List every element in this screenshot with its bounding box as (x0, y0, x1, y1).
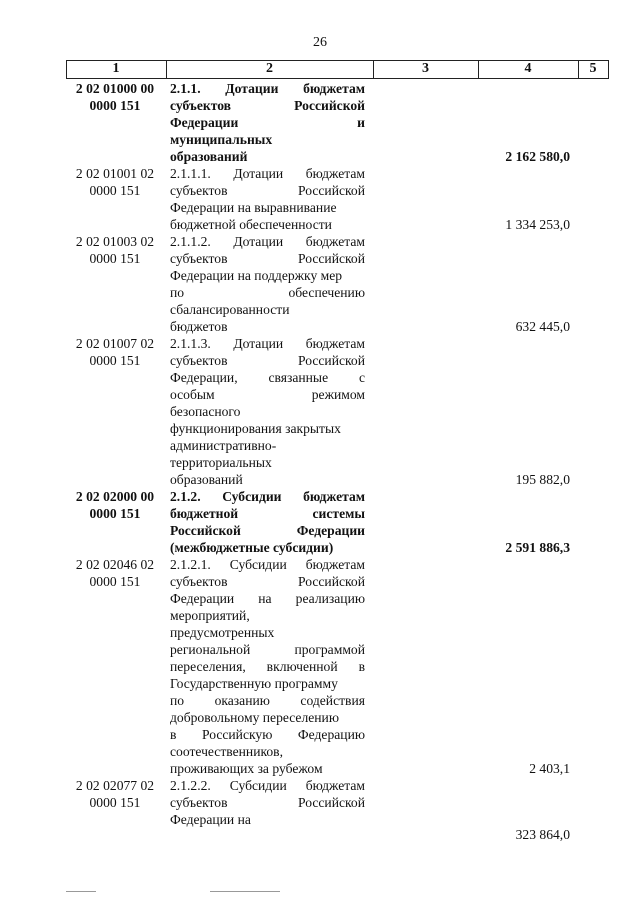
code-line: 2 02 02000 00 (75, 489, 155, 504)
name-line: бюджетов (170, 319, 228, 334)
code-line: 0000 151 (89, 506, 141, 521)
name-line: бюджетной системы (170, 506, 365, 521)
row-code (66, 80, 164, 114)
row-name (170, 335, 365, 488)
name-line: переселения, включенной в (170, 659, 365, 674)
row-name (170, 80, 365, 165)
row-code (66, 556, 164, 590)
code-line: 2 02 01001 02 (75, 166, 155, 181)
name-line: субъектов Российской (170, 251, 365, 266)
name-line: образований (170, 149, 248, 164)
row-amount: 323 864,0 (515, 827, 570, 842)
name-line: безопасного (170, 404, 241, 419)
name-line: 2.1.2.1. Субсидии бюджетам (170, 557, 365, 572)
name-line: субъектов Российской (170, 353, 365, 368)
name-line: территориальных (170, 455, 272, 470)
row-code (66, 233, 164, 267)
code-line: 2 02 02046 02 (75, 557, 155, 572)
name-line: Федерации на (170, 812, 251, 827)
name-line: функционирования закрытых (170, 421, 341, 436)
code-line: 0000 151 (89, 183, 141, 198)
name-line: субъектов Российской (170, 574, 365, 589)
name-line: сбалансированности (170, 302, 290, 317)
name-line: добровольному переселению (170, 710, 339, 725)
name-line: субъектов Российской (170, 795, 365, 810)
row-amount: 195 882,0 (515, 472, 570, 487)
name-line: Федерации и (170, 115, 365, 130)
code-line: 0000 151 (89, 353, 141, 368)
name-line: образований (170, 472, 243, 487)
code-line: 2 02 01007 02 (75, 336, 155, 351)
row-name (170, 777, 365, 828)
name-line: 2.1.1.2. Дотации бюджетам (170, 234, 365, 249)
name-line: по оказанию содействия (170, 693, 365, 708)
header-divider (608, 60, 609, 78)
row-code (66, 488, 164, 522)
name-line: 2.1.2.2. Субсидии бюджетам (170, 778, 365, 793)
row-name (170, 488, 365, 556)
name-line: 2.1.1.1. Дотации бюджетам (170, 166, 365, 181)
column-header-1: 1 (112, 61, 120, 76)
row-amount: 2 162 580,0 (505, 149, 570, 164)
row-name (170, 233, 365, 335)
scan-mark (66, 891, 96, 892)
page-number: 26 (313, 35, 327, 50)
name-line: предусмотренных (170, 625, 275, 640)
name-line: 2.1.1. Дотации бюджетам (170, 81, 365, 96)
name-line: по обеспечению (170, 285, 365, 300)
row-amount: 2 403,1 (529, 761, 570, 776)
row-name (170, 165, 365, 233)
code-line: 0000 151 (89, 795, 141, 810)
row-code (66, 777, 164, 811)
name-line: Федерации на поддержку мер (170, 268, 343, 283)
name-line: 2.1.1.3. Дотации бюджетам (170, 336, 365, 351)
column-header-2: 2 (266, 61, 273, 76)
name-line: субъектов Российской (170, 183, 365, 198)
column-header-5: 5 (589, 61, 597, 76)
name-line: в Российскую Федерацию (170, 727, 365, 742)
code-line: 2 02 01003 02 (75, 234, 155, 249)
code-line: 2 02 02077 02 (75, 778, 155, 793)
row-amount: 632 445,0 (515, 319, 570, 334)
name-line: Государственную программу (170, 676, 338, 691)
name-line: (межбюджетные субсидии) (170, 540, 334, 555)
code-line: 0000 151 (89, 574, 141, 589)
code-line: 0000 151 (89, 98, 141, 113)
scan-mark (210, 891, 280, 892)
row-code (66, 335, 164, 369)
name-line: Российской Федерации (170, 523, 365, 538)
row-name (170, 556, 365, 777)
name-line: особым режимом (170, 387, 365, 402)
name-line: региональной программой (170, 642, 365, 657)
name-line: административно- (170, 438, 277, 453)
row-amount: 2 591 886,3 (505, 540, 570, 555)
name-line: субъектов Российской (170, 98, 365, 113)
name-line: Федерации на реализацию (170, 591, 365, 606)
name-line: Федерации на выравнивание (170, 200, 337, 215)
name-line: соотечественников, (170, 744, 283, 759)
row-code (66, 165, 164, 199)
column-header-4: 4 (524, 61, 532, 76)
code-line: 0000 151 (89, 251, 141, 266)
code-line: 2 02 01000 00 (75, 81, 155, 96)
name-line: проживающих за рубежом (170, 761, 323, 776)
name-line: муниципальных (170, 132, 273, 147)
name-line: мероприятий, (170, 608, 250, 623)
name-line: бюджетной обеспеченности (170, 217, 332, 232)
name-line: 2.1.2. Субсидии бюджетам (170, 489, 365, 504)
name-line: Федерации, связанные с (170, 370, 365, 385)
column-header-3: 3 (422, 61, 429, 76)
row-amount: 1 334 253,0 (505, 217, 570, 232)
